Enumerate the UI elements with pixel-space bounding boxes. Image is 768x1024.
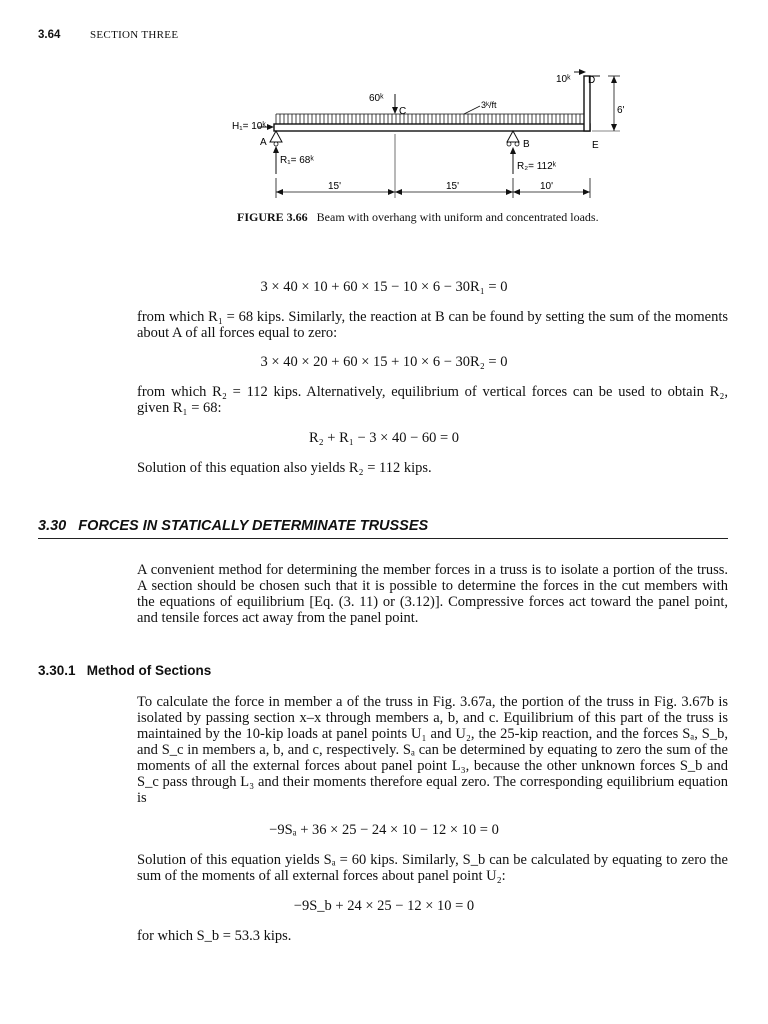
- h1-label: H₁= 10ᵏ: [232, 121, 266, 132]
- paragraph-5: To calculate the force in member a of the truss in Fig. 3.67a, the portion of the truss in Fig. 3.67b is isolated by passing section x–x through members a, b, and c. Equilibrium of this part of the truss is maintained by the 10-kip loads at panel points U₁ and U₂, the 25-kip reaction, and the forces Sₐ, S_b, and S_c in members a, b, and c, respectively. Sₐ can be determined by equating to zero the sum of the moments of all the external forces about panel point L₃, because the other unknown forces S_b and S_c pass through L₃ and their moments therefore equal zero. The corresponding equilibrium equation is: [137, 694, 728, 806]
- paragraph-6: Solution of this equation yields Sₐ = 60 kips. Similarly, S_b can be calculated by equating to zero the sum of the moments of all external forces about panel point U₂:: [137, 852, 728, 884]
- udl-label: 3ᵏ/ft: [481, 100, 497, 110]
- section-rule: [38, 538, 728, 539]
- equation-1: 3 × 40 × 10 + 60 × 15 − 10 × 6 − 30R₁ = 0: [260, 279, 508, 295]
- section-heading: 3.30 FORCES IN STATICALLY DETERMINATE TRUSSES: [38, 518, 429, 534]
- figure-caption-text: Beam with overhang with uniform and concentrated loads.: [316, 210, 599, 224]
- page-number: 3.64: [38, 29, 61, 41]
- subsection-heading: 3.30.1 Method of Sections: [38, 663, 212, 678]
- dimension-15-left: 15': [328, 181, 342, 192]
- load-60k-label: 60ᵏ: [369, 93, 384, 104]
- figure-caption: [237, 210, 632, 225]
- label-a: A: [260, 137, 267, 148]
- figure-caption-label: FIGURE 3.66: [237, 210, 308, 224]
- label-c: C: [399, 106, 407, 117]
- dimension-15-mid: 15': [446, 181, 460, 192]
- paragraph-7: for which S_b = 53.3 kips.: [137, 928, 292, 944]
- support-a: [270, 131, 282, 142]
- r2-label: R₂= 112ᵏ: [517, 161, 557, 172]
- height-label: 6': [617, 105, 625, 116]
- equation-3: R₂ + R₁ − 3 × 40 − 60 = 0: [308, 430, 460, 446]
- running-section-title: SECTION THREE: [90, 29, 179, 41]
- beam: [274, 124, 590, 131]
- paragraph-4: A convenient method for determining the member forces in a truss is to isolate a portion of the truss. A section should be chosen such that it is possible to determine the forces in the cut members with the equations of equilibrium [Eq. (3. 11) or (3.12)]. Compressive forces act toward the panel point, and tensile forces act away from the panel point.: [137, 562, 728, 626]
- label-e: E: [592, 140, 599, 151]
- equation-5: −9S_b + 24 × 25 − 12 × 10 = 0: [293, 898, 475, 914]
- support-b: [507, 131, 519, 142]
- dimension-10-right: 10': [540, 181, 554, 192]
- paragraph-2: from which R₂ = 112 kips. Alternatively, equilibrium of vertical forces can be used to obtain R₂, given R₁ = 68:: [137, 384, 728, 416]
- r1-label: R₁= 68ᵏ: [280, 155, 314, 166]
- load-10k-label: 10ᵏ: [556, 74, 571, 85]
- beam-figure: [228, 66, 648, 208]
- label-b: B: [523, 139, 530, 150]
- label-d: D: [588, 75, 596, 86]
- uniform-load-hatching: [276, 114, 590, 124]
- equation-4: −9Sₐ + 36 × 25 − 24 × 10 − 12 × 10 = 0: [269, 822, 499, 838]
- equation-2: 3 × 40 × 20 + 60 × 15 + 10 × 6 − 30R₂ = 0: [260, 354, 508, 370]
- paragraph-1: from which R₁ = 68 kips. Similarly, the reaction at B can be found by setting the sum of the moments about A of all forces equal to zero:: [137, 309, 728, 341]
- paragraph-3: Solution of this equation also yields R₂ = 112 kips.: [137, 460, 432, 476]
